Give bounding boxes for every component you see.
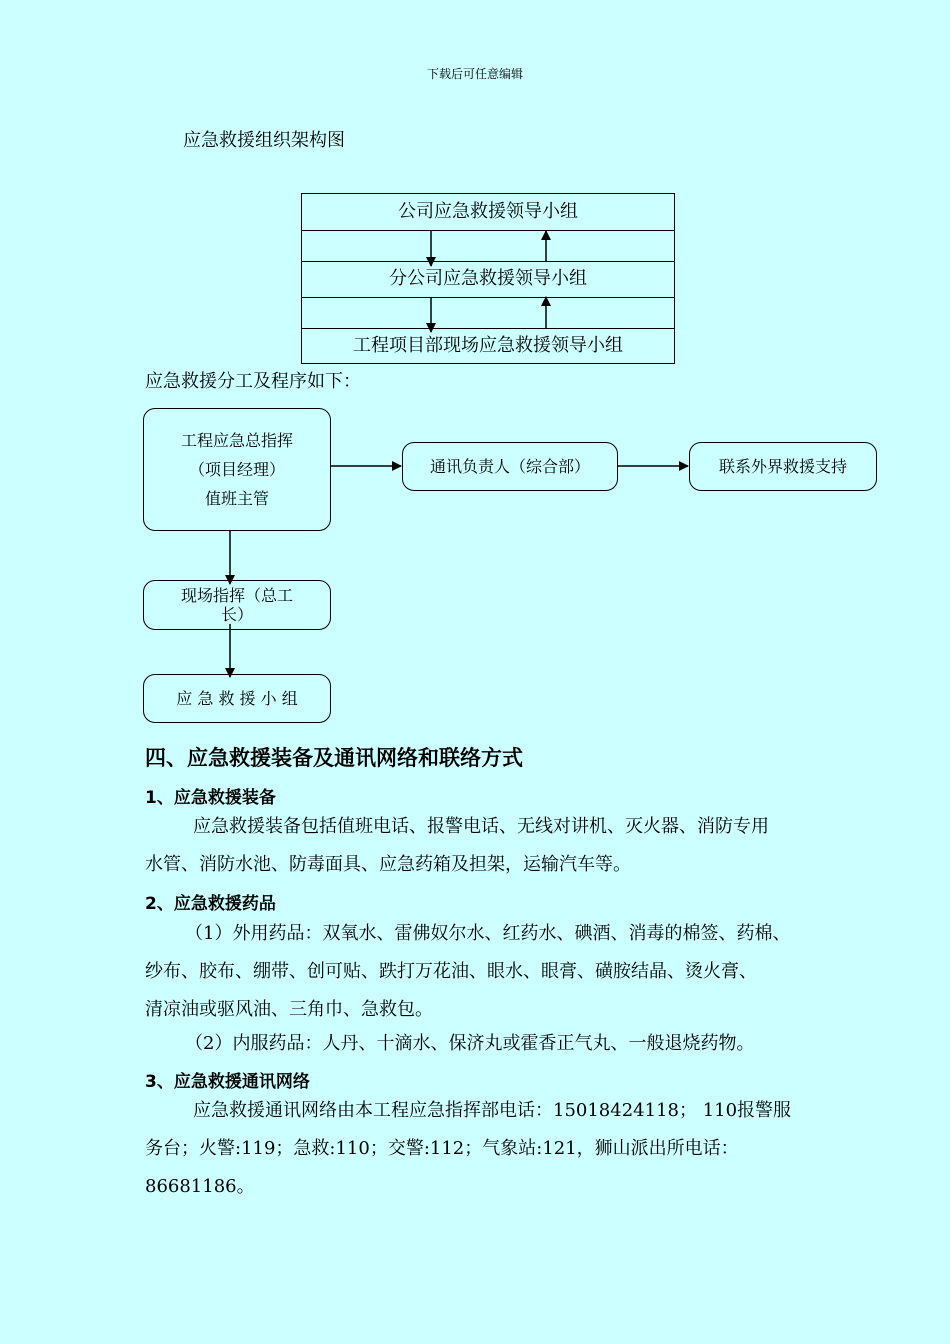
section-4-heading: 四、应急救援装备及通讯网络和联络方式 — [145, 746, 523, 770]
commander-box — [143, 408, 331, 531]
comm-network-line-2: 务台；火警:119；急救:110；交警:112；气象站:121，狮山派出所电话： — [145, 1138, 739, 1159]
external-support-label: 联系外界救援支持 — [718, 457, 847, 476]
medicine-line-1: （1）外用药品：双氧水、雷佛奴尔水、红药水、碘酒、消毒的棉签、药棉、 — [185, 923, 791, 944]
commander-line-3: 值班主管 — [204, 489, 269, 508]
comm-network-line-3: 86681186。 — [145, 1176, 255, 1197]
comm-network-line-1: 应急救援通讯网络由本工程应急指挥部电话：15018424118； 110报警服 — [193, 1100, 792, 1121]
field-command-box — [143, 580, 331, 630]
medicine-line-2: 纱布、胶布、绷带、创可贴、跌打万花油、眼水、眼膏、磺胺结晶、烫火膏、 — [145, 961, 757, 982]
procedure-title: 应急救援分工及程序如下： — [145, 371, 361, 392]
comm-lead-box — [402, 442, 618, 491]
medicine-heading: 2、应急救援药品 — [145, 894, 276, 914]
org-chart — [301, 193, 675, 364]
comm-lead-label: 通讯负责人（综合部） — [429, 457, 590, 476]
rescue-team-label: 应 急 救 援 小 组 — [176, 689, 298, 708]
page-header: 下载后可任意编辑 — [426, 67, 523, 81]
commander-line-1: 工程应急总指挥 — [180, 431, 293, 450]
equipment-heading: 1、应急救援装备 — [145, 788, 276, 808]
org-chart-title: 应急救援组织架构图 — [183, 130, 345, 151]
commander-line-2: （项目经理） — [188, 460, 285, 479]
field-command-line-2: 长） — [220, 605, 253, 624]
comm-network-heading: 3、应急救援通讯网络 — [145, 1072, 310, 1092]
org-level-branch: 分公司应急救援领导小组 — [389, 268, 587, 289]
medicine-paragraph — [145, 915, 805, 1063]
field-command-line-1: 现场指挥（总工 — [180, 586, 293, 605]
medicine-line-3: 清凉油或驱风油、三角巾、急救包。 — [145, 999, 433, 1020]
equipment-line-2: 水管、消防水池、防毒面具、应急药箱及担架，运输汽车等。 — [145, 854, 631, 875]
org-level-company: 公司应急救援领导小组 — [398, 201, 578, 222]
rescue-team-box — [143, 674, 331, 723]
equipment-paragraph — [145, 808, 805, 884]
equipment-line-1: 应急救援装备包括值班电话、报警电话、无线对讲机、灭火器、消防专用 — [193, 816, 769, 837]
external-support-box — [689, 442, 877, 491]
org-level-project: 工程项目部现场应急救援领导小组 — [353, 335, 623, 356]
medicine-line-4: （2）内服药品：人丹、十滴水、保济丸或霍香正气丸、一般退烧药物。 — [185, 1033, 755, 1054]
comm-network-paragraph — [145, 1092, 805, 1206]
